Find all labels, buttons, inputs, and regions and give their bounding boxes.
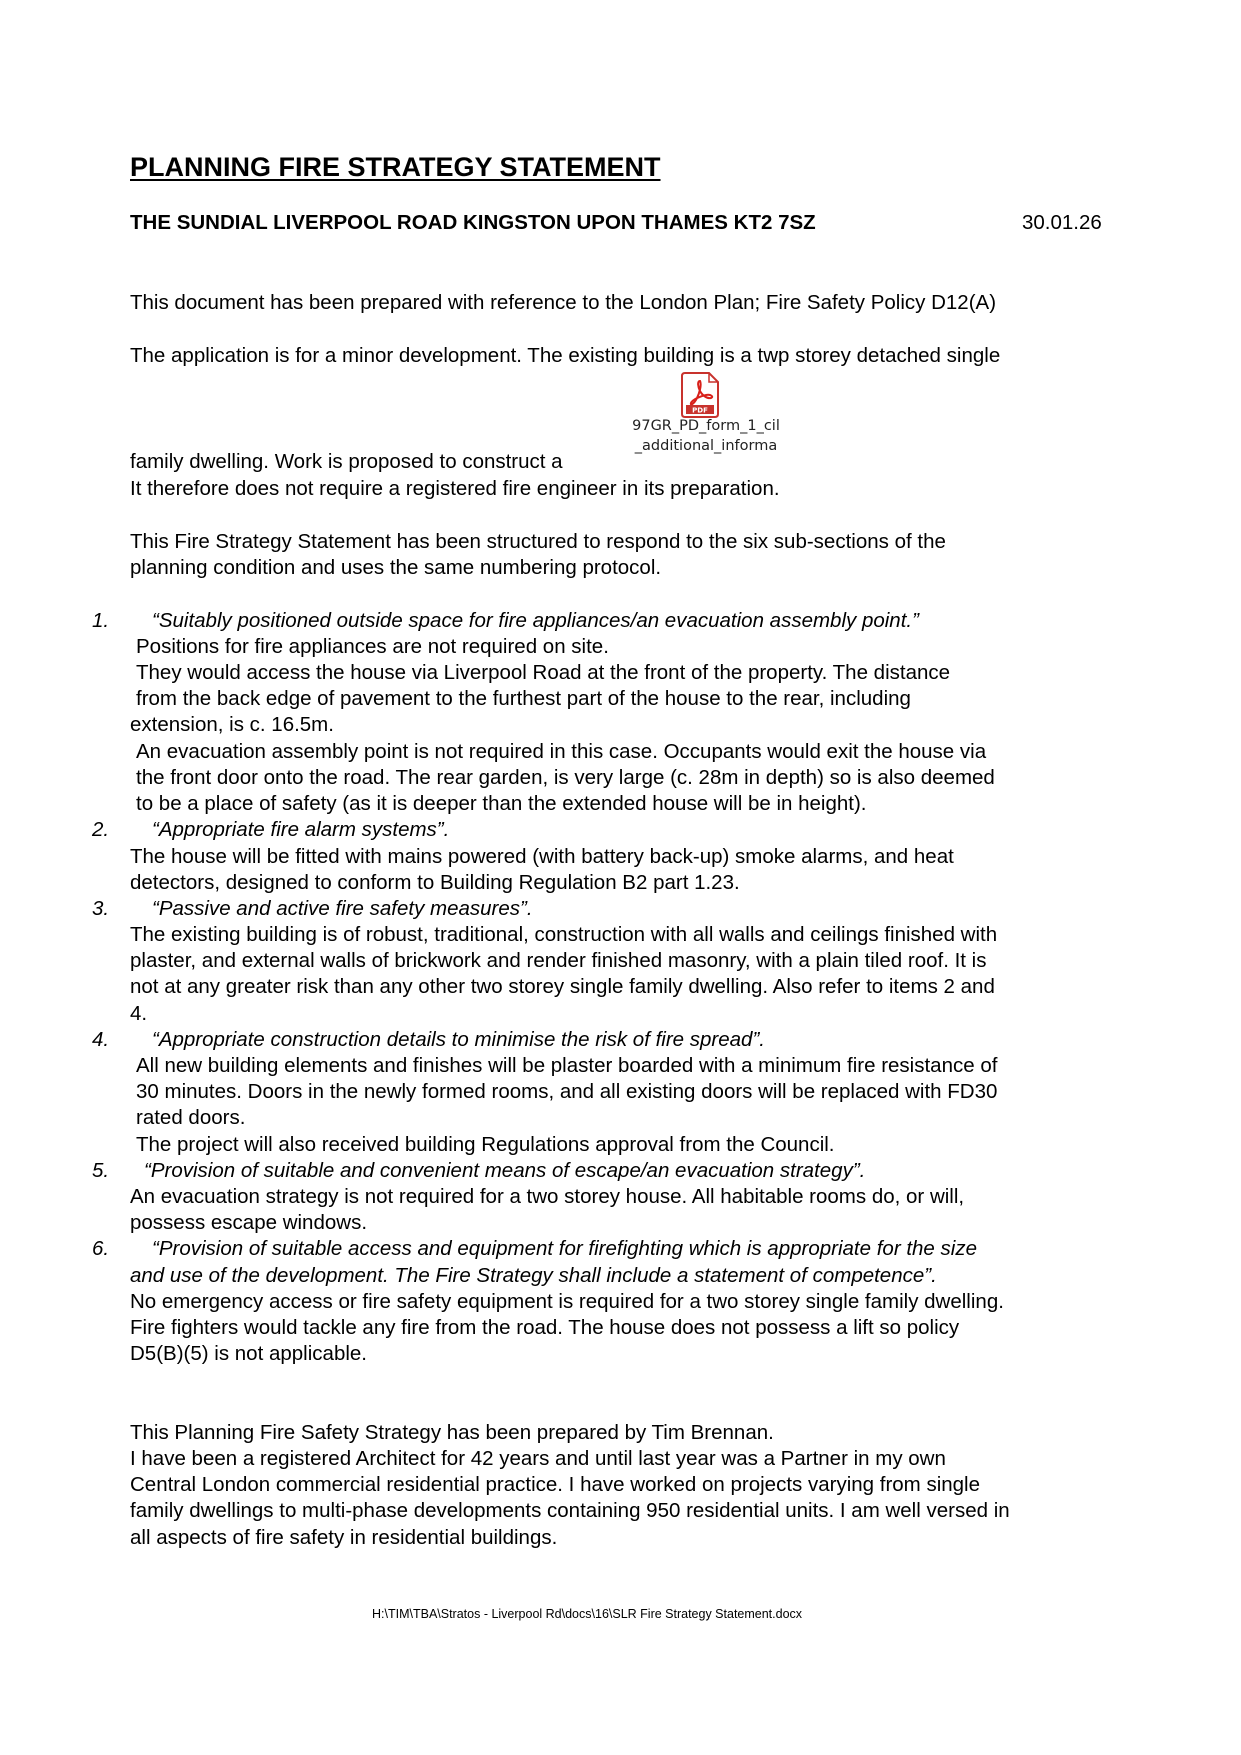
file-path-footer: H:\TIM\TBA\Stratos - Liverpool Rd\docs\16\SLR Fire Strategy Statement.docx (372, 1607, 803, 1621)
item-heading-continued: and use of the development. The Fire Strategy shall include a statement of competence”. (130, 1264, 937, 1287)
item-line: 30 minutes. Doors in the newly formed rooms, and all existing doors will be replaced with FD30 (136, 1080, 998, 1103)
attachment-name-line-1: 97GR_PD_form_1_cil (632, 418, 780, 434)
item-heading: “Appropriate fire alarm systems”. (152, 818, 450, 841)
closing-line: This Planning Fire Safety Strategy has been prepared by Tim Brennan. (130, 1421, 774, 1444)
item-line: to be a place of safety (as it is deeper than the extended house will be in height). (136, 792, 867, 815)
document-date: 30.01.26 (1022, 211, 1102, 234)
intro-paragraph-2-line-3: It therefore does not require a registered fire engineer in its preparation. (130, 477, 780, 500)
item-line: detectors, designed to conform to Building Regulation B2 part 1.23. (130, 871, 740, 894)
item-number: 4. (92, 1028, 110, 1051)
item-line: 4. (130, 1002, 148, 1025)
item-line: No emergency access or fire safety equipment is required for a two storey single family dwelling. (130, 1290, 1004, 1313)
item-line: possess escape windows. (130, 1211, 368, 1234)
item-line: from the back edge of pavement to the furthest part of the house to the rear, including (136, 687, 911, 710)
item-line: Positions for fire appliances are not required on site. (136, 635, 609, 658)
pdf-file-icon (680, 372, 720, 418)
item-line: rated doors. (136, 1106, 246, 1129)
item-heading: “Provision of suitable access and equipment for firefighting which is appropriate for the size (152, 1237, 977, 1260)
item-line: The existing building is of robust, traditional, construction with all walls and ceilings finished with (130, 923, 998, 946)
closing-line: all aspects of fire safety in residential buildings. (130, 1526, 558, 1549)
closing-line: family dwellings to multi-phase developments containing 950 residential units. I am well versed in (130, 1499, 1010, 1522)
closing-line: Central London commercial residential practice. I have worked on projects varying from single (130, 1473, 981, 1496)
intro-paragraph-2-line-2: family dwelling. Work is proposed to construct a (130, 450, 563, 473)
document-title: PLANNING FIRE STRATEGY STATEMENT (130, 152, 661, 182)
attachment-name-line-2: _additional_informa (634, 438, 778, 454)
item-heading: “Provision of suitable and convenient means of escape/an evacuation strategy”. (144, 1159, 866, 1182)
item-line: plaster, and external walls of brickwork and render finished masonry, with a plain tiled roof. It is (130, 949, 987, 972)
item-heading: “Suitably positioned outside space for fire appliances/an evacuation assembly point.” (152, 609, 919, 632)
item-number: 1. (92, 609, 110, 632)
item-number: 6. (92, 1237, 110, 1260)
site-address: THE SUNDIAL LIVERPOOL ROAD KINGSTON UPON THAMES KT2 7SZ (130, 211, 816, 234)
item-number: 3. (92, 897, 110, 920)
item-line: D5(B)(5) is not applicable. (130, 1342, 367, 1365)
item-line: An evacuation assembly point is not required in this case. Occupants would exit the house via (136, 740, 987, 763)
intro-paragraph-3-line-2: planning condition and uses the same numbering protocol. (130, 556, 662, 579)
closing-line: I have been a registered Architect for 42 years and until last year was a Partner in my own (130, 1447, 946, 1470)
item-heading: “Appropriate construction details to minimise the risk of fire spread”. (152, 1028, 765, 1051)
item-line: They would access the house via Liverpool Road at the front of the property. The distance (136, 661, 951, 684)
intro-paragraph-2-line-1: The application is for a minor development. The existing building is a twp storey detached single (130, 344, 1001, 367)
item-line: the front door onto the road. The rear garden, is very large (c. 28m in depth) so is also deemed (136, 766, 995, 789)
item-number: 5. (92, 1159, 110, 1182)
intro-paragraph-3-line-1: This Fire Strategy Statement has been structured to respond to the six sub-sections of the (130, 530, 946, 553)
item-heading: “Passive and active fire safety measures”. (152, 897, 533, 920)
pdf-badge-label: PDF (692, 406, 708, 415)
item-line: extension, is c. 16.5m. (130, 713, 334, 736)
item-line: An evacuation strategy is not required for a two storey house. All habitable rooms do, or will, (130, 1185, 965, 1208)
item-line: The house will be fitted with mains powered (with battery back-up) smoke alarms, and heat (130, 845, 954, 868)
item-number: 2. (92, 818, 110, 841)
item-line: The project will also received building Regulations approval from the Council. (136, 1133, 835, 1156)
item-line: All new building elements and finishes will be plaster boarded with a minimum fire resistance of (136, 1054, 998, 1077)
item-line: not at any greater risk than any other two storey single family dwelling. Also refer to items 2 and (130, 975, 995, 998)
item-line: Fire fighters would tackle any fire from the road. The house does not possess a lift so policy (130, 1316, 960, 1339)
intro-paragraph-1: This document has been prepared with reference to the London Plan; Fire Safety Policy D12(A) (130, 291, 997, 314)
embedded-pdf-attachment[interactable] (596, 372, 816, 468)
